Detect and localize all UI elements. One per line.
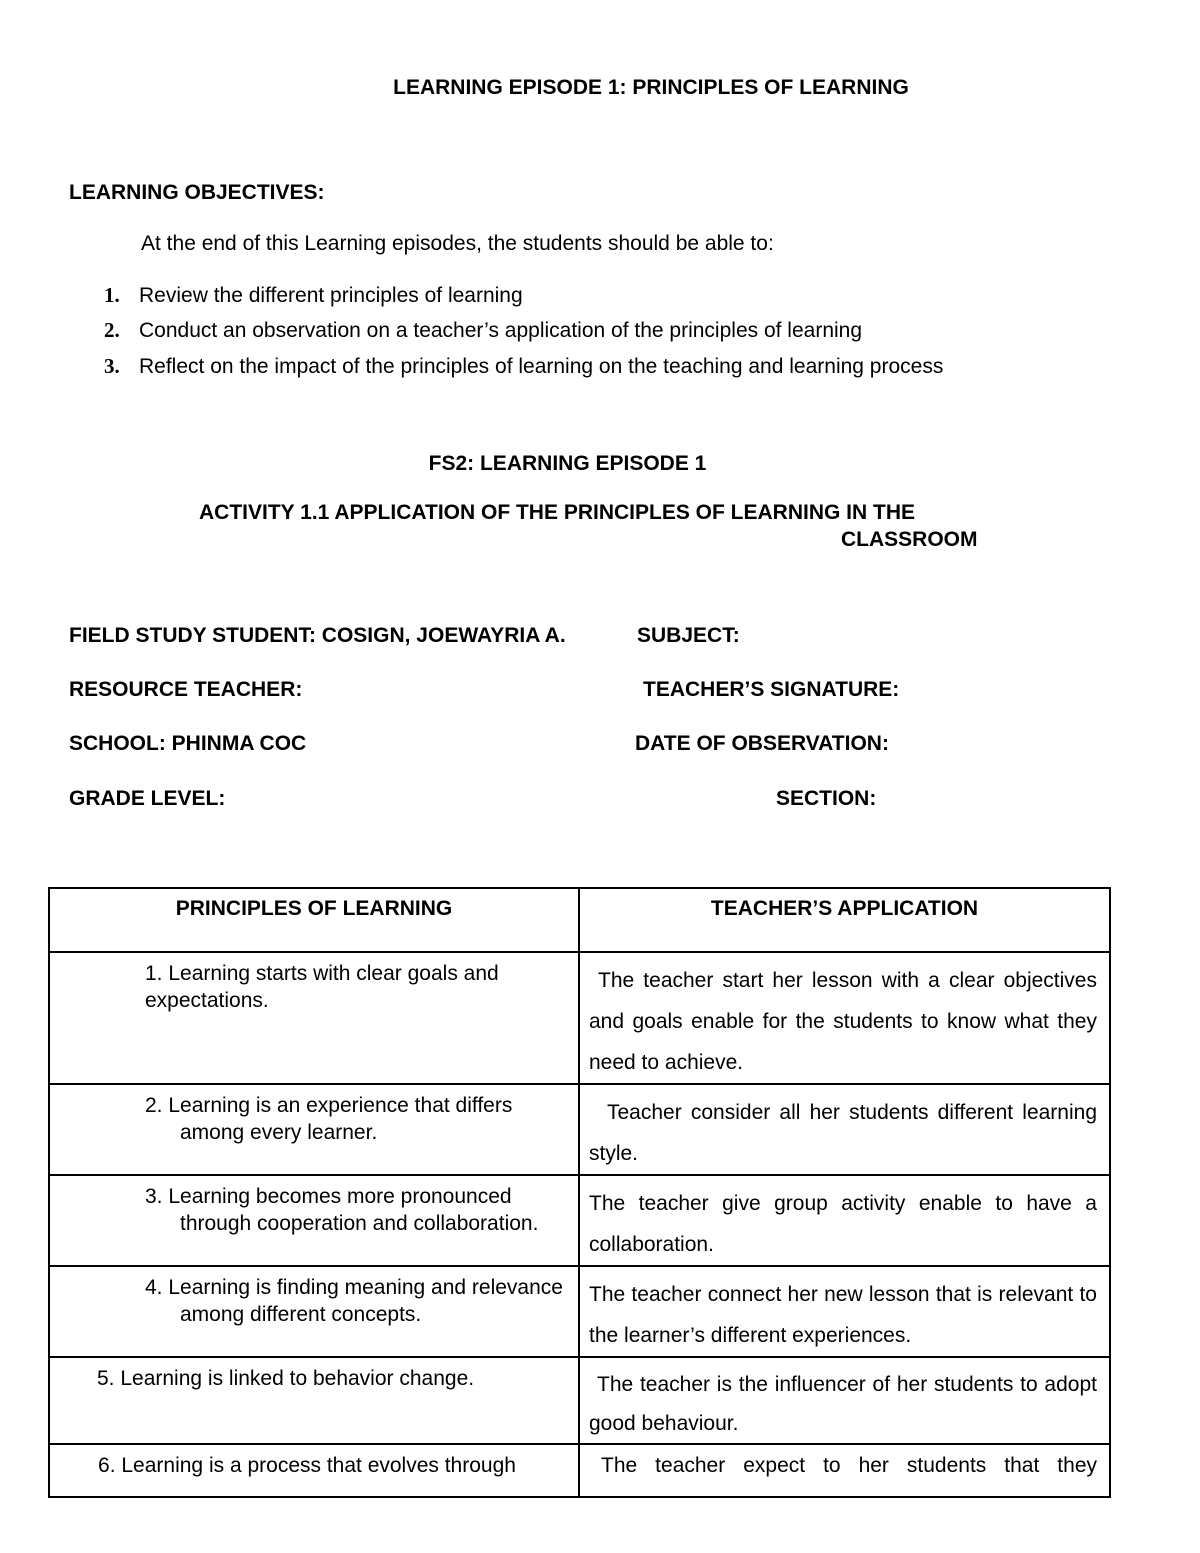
objective-text: Reflect on the impact of the principles of learning on the teaching and learning process <box>139 355 944 378</box>
principle-cell: 5. Learning is linked to behavior change. <box>49 1357 579 1444</box>
application-cell: The teacher expect to her students that they <box>579 1444 1110 1497</box>
field-study-student-label: FIELD STUDY STUDENT: COSIGN, JOEWAYRIA A. <box>69 624 566 647</box>
subject-label: SUBJECT: <box>637 624 740 647</box>
objectives-heading: LEARNING OBJECTIVES: <box>69 181 325 204</box>
principle-cell: 2. Learning is an experience that differs among every learner. <box>49 1084 579 1175</box>
school-label: SCHOOL: PHINMA COC <box>69 732 307 755</box>
objective-number: 3. <box>104 354 120 378</box>
application-cell: The teacher start her lesson with a clear objectives and goals enable for the students to know what they need to achieve. <box>579 952 1110 1084</box>
table-row <box>49 1084 1110 1175</box>
principle-cell: 1. Learning starts with clear goals and expectations. <box>49 952 579 1084</box>
objective-number: 2. <box>104 318 120 342</box>
grade-level-label: GRADE LEVEL: <box>69 787 226 810</box>
teacher-signature-label: TEACHER’S SIGNATURE: <box>643 678 900 701</box>
activity-title-line1: ACTIVITY 1.1 APPLICATION OF THE PRINCIPLES OF LEARNING IN THE <box>199 501 915 524</box>
principles-table <box>48 887 1111 1498</box>
objectives-intro: At the end of this Learning episodes, the students should be able to: <box>141 232 774 255</box>
objective-item <box>104 354 943 379</box>
objective-text: Conduct an observation on a teacher’s application of the principles of learning <box>139 319 863 342</box>
objective-number: 1. <box>104 283 120 307</box>
principle-cell: 4. Learning is finding meaning and relevance among different concepts. <box>49 1266 579 1357</box>
table-header-row <box>49 888 1110 952</box>
principle-cell: 3. Learning becomes more pronounced through cooperation and collaboration. <box>49 1175 579 1266</box>
column-header-principles: PRINCIPLES OF LEARNING <box>49 888 579 952</box>
date-of-observation-label: DATE OF OBSERVATION: <box>635 732 889 755</box>
application-cell: The teacher is the influencer of her students to adopt good behaviour. <box>579 1357 1110 1444</box>
application-cell: The teacher connect her new lesson that is relevant to the learner’s different experiences. <box>579 1266 1110 1357</box>
document-title: LEARNING EPISODE 1: PRINCIPLES OF LEARNING <box>393 76 909 99</box>
column-header-application: TEACHER’S APPLICATION <box>579 888 1110 952</box>
objective-item <box>104 283 523 308</box>
table-row <box>49 1266 1110 1357</box>
table-row <box>49 1444 1110 1497</box>
application-cell: Teacher consider all her students different learning style. <box>579 1084 1110 1175</box>
objective-item <box>104 318 862 343</box>
table-row <box>49 1357 1110 1444</box>
table-row <box>49 1175 1110 1266</box>
application-cell: The teacher give group activity enable to have a collaboration. <box>579 1175 1110 1266</box>
fs2-title: FS2: LEARNING EPISODE 1 <box>428 452 707 475</box>
principle-cell: 6. Learning is a process that evolves through <box>49 1444 579 1497</box>
resource-teacher-label: RESOURCE TEACHER: <box>69 678 303 701</box>
activity-title-line2: CLASSROOM <box>841 528 978 551</box>
section-label: SECTION: <box>776 787 877 810</box>
objective-text: Review the different principles of learning <box>139 284 523 307</box>
table-row <box>49 952 1110 1084</box>
